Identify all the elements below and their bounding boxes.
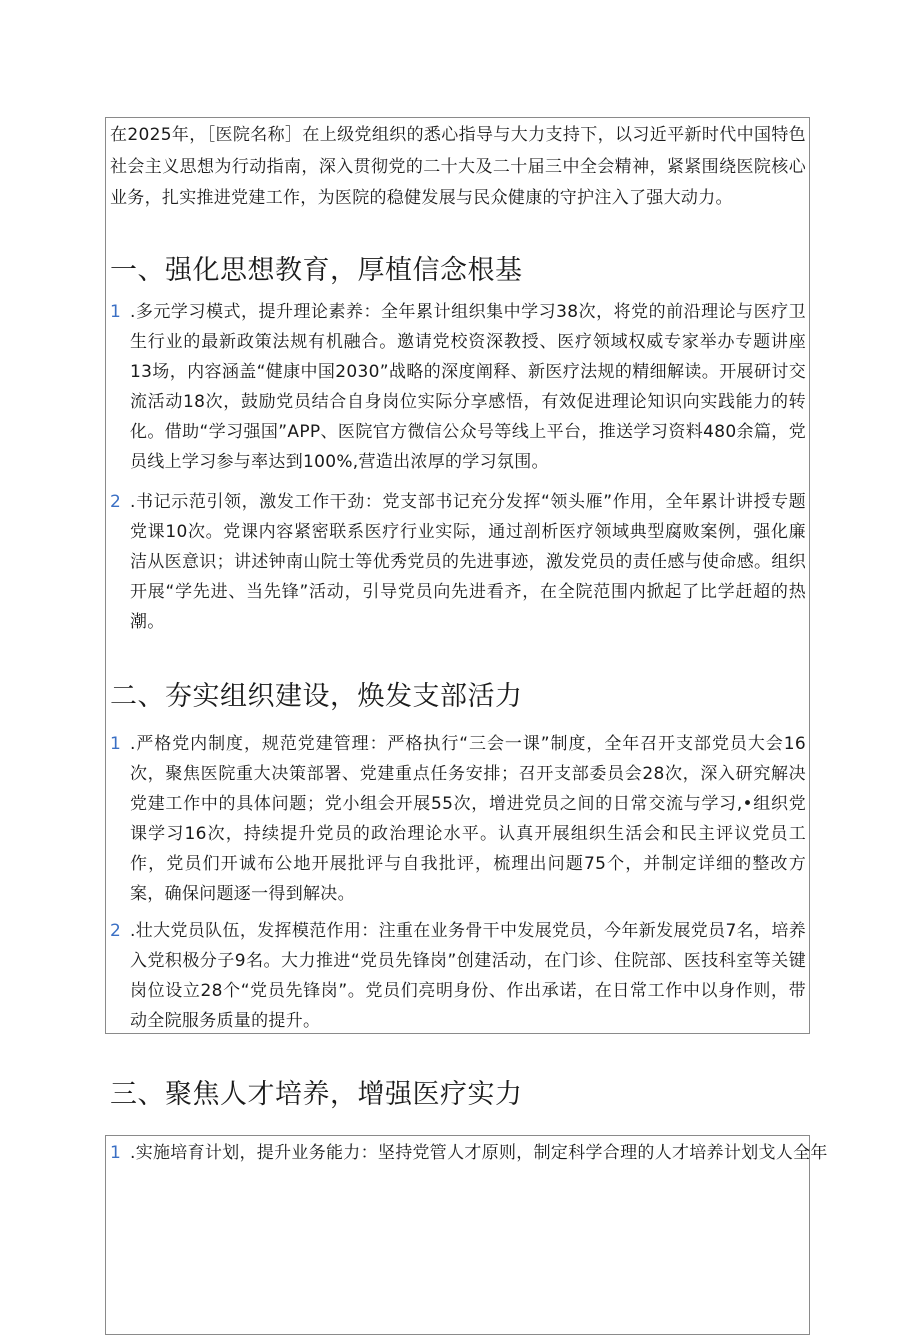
- section-heading-2: 二、夯实组织建设，焕发支部活力: [110, 681, 523, 712]
- list-item: [110, 487, 806, 637]
- section-heading-1: 一、强化思想教育，厚植信念根基: [110, 255, 523, 286]
- item-number: 1: [110, 1143, 122, 1163]
- item-number: 2: [110, 492, 122, 512]
- item-number: 1: [110, 734, 122, 754]
- item-text-tail: 戈人全年: [758, 1143, 828, 1163]
- item-text: .严格党内制度，规范党建管理：严格执行“三会一课”制度，全年召开支部党员大会16次，聚焦医院重大决策部署、党建重点任务安排；召开支部委员会28次，深入研究解决党建工作中的具体问题；党小组会开展55次，增进党员之间的日常交流与学习,•组织党课学习16次，持续提升党员的政治理论水平。认真开展组织生活会和民主评议党员工作，党员们开诚布公地开展批评与自我批评，梳理出问题75个，并制定详细的整改方案，确保问题逐一得到解决。: [130, 734, 806, 904]
- item-text: .实施培育计划，提升业务能力：坚持党管人才原则，制定科学合理的人才培养计划: [130, 1143, 759, 1163]
- section-heading-3: 三、聚焦人才培养，增强医疗实力: [110, 1079, 523, 1110]
- item-text: .多元学习模式，提升理论素养：全年累计组织集中学习38次，将党的前沿理论与医疗卫生行业的最新政策法规有机融合。邀请党校资深教授、医疗领域权威专家举办专题讲座13场，内容涵盖“健康中国2030”战略的深度阐释、新医疗法规的精细解读。开展研讨交流活动18次，鼓励党员结合自身岗位实际分享感悟，有效促进理论知识向实践能力的转化。借助“学习强国”APP、医院官方微信公众号等线上平台，推送学习资料480余篇，党员线上学习参与率达到100%,营造出浓厚的学习氛围。: [130, 302, 806, 472]
- item-text: .书记示范引领，激发工作干劲：党支部书记充分发挥“领头雁”作用，全年累计讲授专题党课10次。党课内容紧密联系医疗行业实际，通过剖析医疗领域典型腐败案例，强化廉洁从医意识；讲述钟南山院士等优秀党员的先进事迹，激发党员的责任感与使命感。组织开展“学先进、当先锋”活动，引导党员向先进看齐，在全院范围内掀起了比学赶超的热潮。: [130, 492, 806, 632]
- intro-paragraph: 在2025年，［医院名称］在上级党组织的悉心指导与大力支持下，以习近平新时代中国特色社会主义思想为行动指南，深入贯彻党的二十大及二十届三中全会精神，紧紧围绕医院核心业务，扎实推进党建工作，为医院的稳健发展与民众健康的守护注入了强大动力。: [110, 125, 806, 208]
- item-number: 2: [110, 921, 122, 941]
- list-item: [110, 1138, 828, 1168]
- list-item: [110, 729, 806, 909]
- item-number: 1: [110, 302, 122, 322]
- list-item: [110, 297, 806, 477]
- item-text: .壮大党员队伍，发挥模范作用：注重在业务骨干中发展党员，今年新发展党员7名，培养入党积极分子9名。大力推进“党员先锋岗”创建活动，在门诊、住院部、医技科室等关键岗位设立28个“党员先锋岗”。党员们亮明身份、作出承诺，在日常工作中以身作则，带动全院服务质量的提升。: [130, 921, 806, 1031]
- list-item: [110, 916, 806, 1036]
